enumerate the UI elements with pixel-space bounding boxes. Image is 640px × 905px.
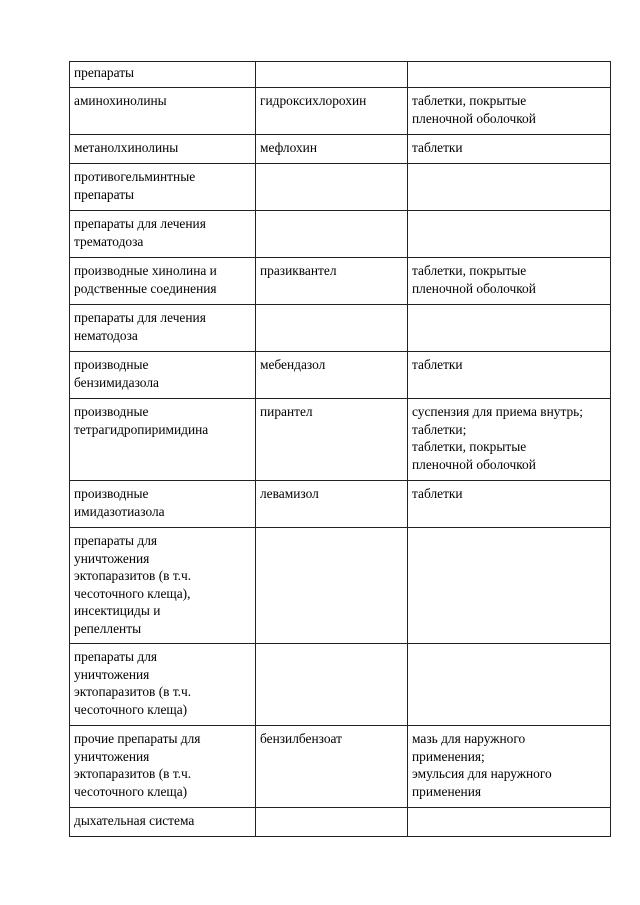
group-cell: производные бензимидазола [70, 352, 256, 399]
form-cell: таблетки, покрытые пленочной оболочкой [408, 258, 611, 305]
form-cell: суспензия для приема внутрь; таблетки; таблетки, покрытые пленочной оболочкой [408, 399, 611, 481]
table-row [70, 62, 611, 88]
drug-cell [256, 62, 408, 88]
form-cell: таблетки [408, 135, 611, 164]
form-cell [408, 808, 611, 837]
drug-cell [256, 528, 408, 644]
group-cell: препараты для уничтожения эктопаразитов (в т.ч. чесоточного клеща), инсектициды и репелленты [70, 528, 256, 644]
table-row [70, 305, 611, 352]
form-cell: таблетки [408, 352, 611, 399]
form-cell [408, 305, 611, 352]
form-cell [408, 164, 611, 211]
drug-cell: гидроксихлорохин [256, 88, 408, 135]
drug-cell: мебендазол [256, 352, 408, 399]
table-row [70, 481, 611, 528]
group-cell: производные имидазотиазола [70, 481, 256, 528]
drug-cell: празиквантел [256, 258, 408, 305]
table-row [70, 135, 611, 164]
table-row [70, 352, 611, 399]
drug-cell: мефлохин [256, 135, 408, 164]
group-cell: препараты [70, 62, 256, 88]
group-cell: препараты для лечения нематодоза [70, 305, 256, 352]
form-cell: мазь для наружного применения; эмульсия для наружного применения [408, 726, 611, 808]
form-cell [408, 211, 611, 258]
group-cell: производные тетрагидропиримидина [70, 399, 256, 481]
table-row [70, 211, 611, 258]
table-row [70, 726, 611, 808]
form-cell [408, 528, 611, 644]
group-cell: аминохинолины [70, 88, 256, 135]
drug-cell [256, 164, 408, 211]
group-cell: производные хинолина и родственные соединения [70, 258, 256, 305]
group-cell: препараты для лечения трематодоза [70, 211, 256, 258]
table-row [70, 88, 611, 135]
table-row [70, 528, 611, 644]
group-cell: прочие препараты для уничтожения эктопаразитов (в т.ч. чесоточного клеща) [70, 726, 256, 808]
form-cell: таблетки [408, 481, 611, 528]
drug-cell: левамизол [256, 481, 408, 528]
form-cell [408, 62, 611, 88]
table-row [70, 399, 611, 481]
table-row [70, 808, 611, 837]
group-cell: противогельминтные препараты [70, 164, 256, 211]
group-cell: препараты для уничтожения эктопаразитов (в т.ч. чесоточного клеща) [70, 644, 256, 726]
table-row [70, 164, 611, 211]
drug-table [69, 61, 611, 837]
group-cell: метанолхинолины [70, 135, 256, 164]
drug-cell [256, 644, 408, 726]
drug-cell [256, 305, 408, 352]
drug-cell [256, 808, 408, 837]
form-cell: таблетки, покрытые пленочной оболочкой [408, 88, 611, 135]
group-cell: дыхательная система [70, 808, 256, 837]
drug-cell: пирантел [256, 399, 408, 481]
table-row [70, 644, 611, 726]
form-cell [408, 644, 611, 726]
drug-cell [256, 211, 408, 258]
table-row [70, 258, 611, 305]
drug-cell: бензилбензоат [256, 726, 408, 808]
